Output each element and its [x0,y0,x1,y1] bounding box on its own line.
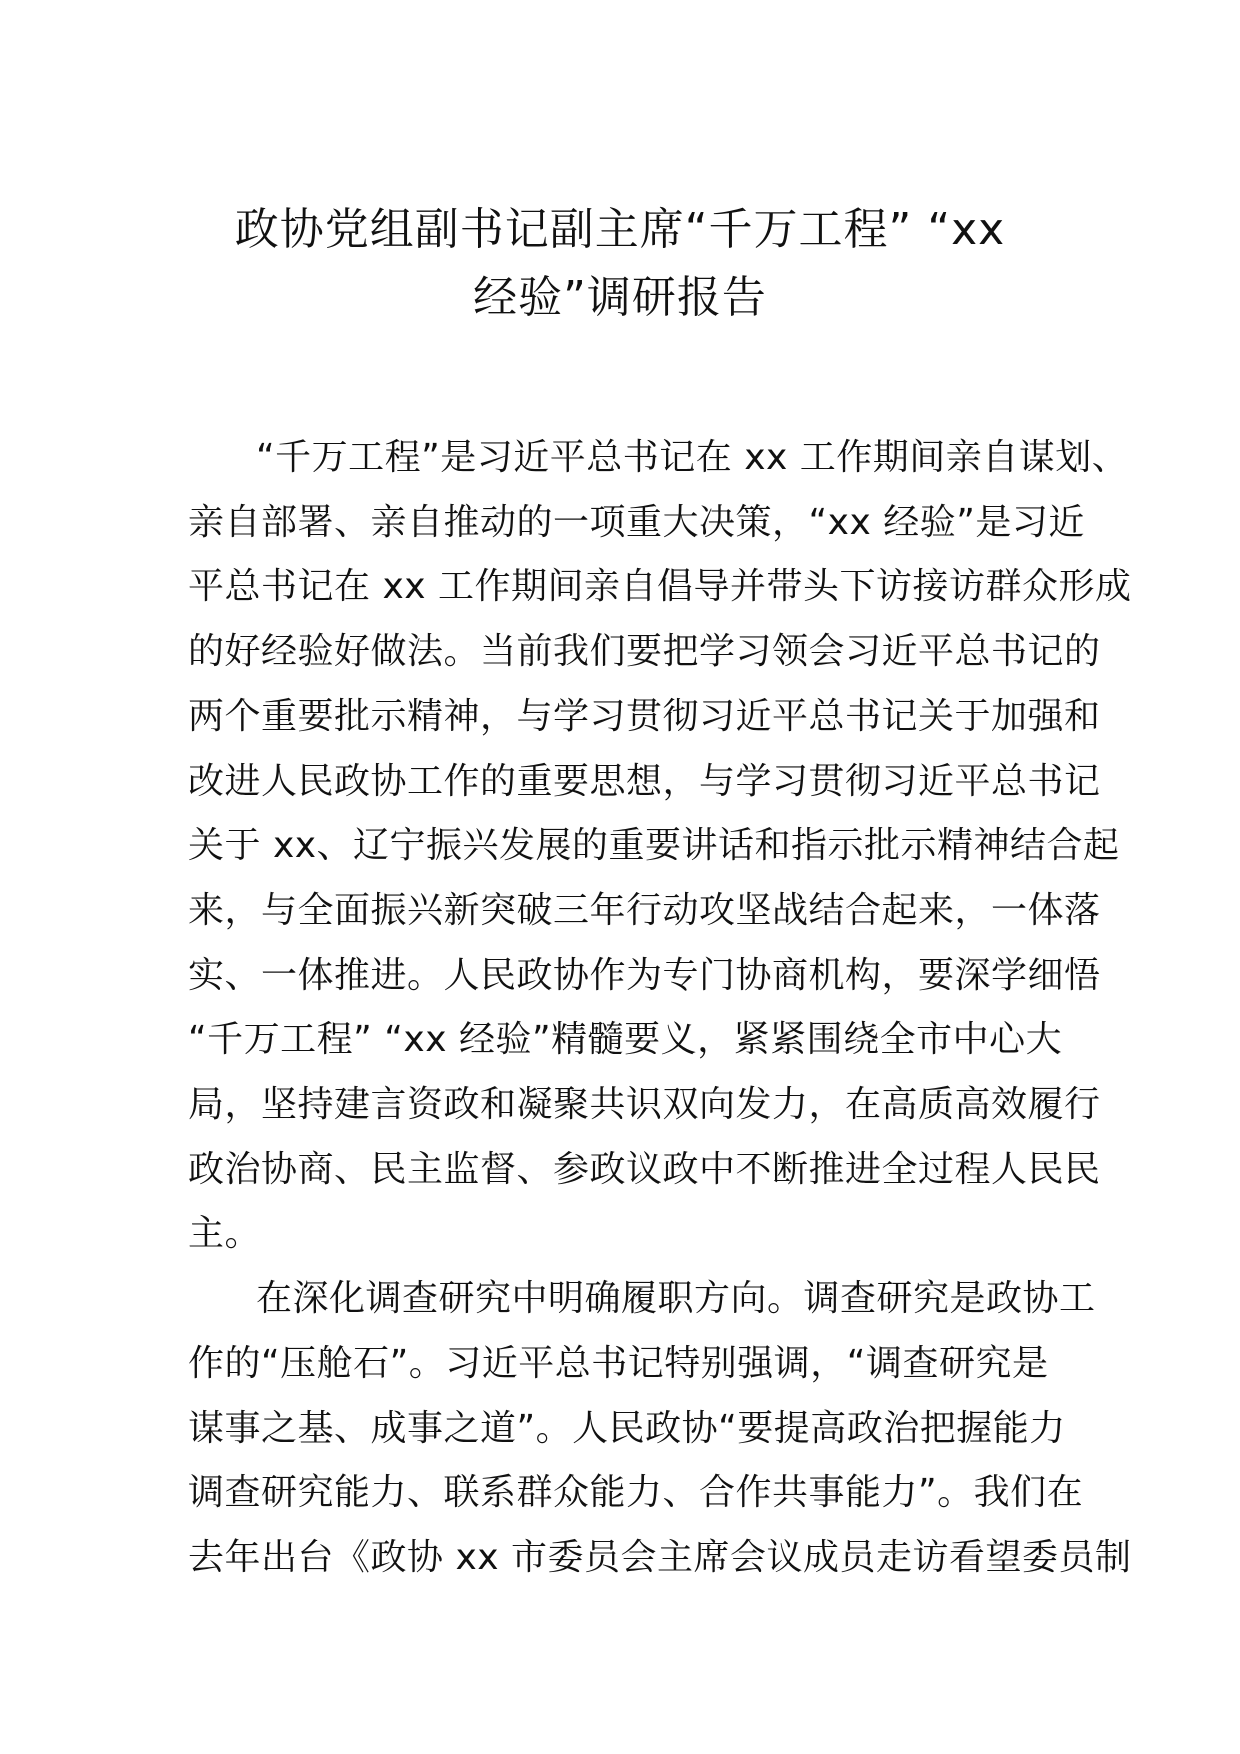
text-line: 作的“压舱石”。习近平总书记特别强调，“调查研究是 [188,1342,1049,1384]
text-line: 关于 xx、辽宁振兴发展的重要讲话和指示批示精神结合起 [188,825,1120,867]
text-line: 两个重要批示精神，与学习贯彻习近平总书记关于加强和 [188,695,1101,737]
text-line: 改进人民政协工作的重要思想，与学习贯彻习近平总书记 [188,760,1101,802]
text-line: 平总书记在 xx 工作期间亲自倡导并带头下访接访群众形成 [188,566,1132,608]
text-line: 亲自部署、亲自推动的一项重大决策，“xx 经验”是习近 [188,501,1085,543]
text-line: 实、一体推进。人民政协作为专门协商机构，要深学细悟 [188,954,1101,996]
paragraph-intro [188,426,1132,1267]
text-line: 调查研究能力、联系群众能力、合作共事能力”。我们在 [188,1472,1084,1514]
text-line: 的好经验好做法。当前我们要把学习领会习近平总书记的 [188,631,1101,673]
document-title [150,196,1090,332]
text-line: 在深化调查研究中明确履职方向。调查研究是政协工 [256,1278,1096,1320]
document-body [188,426,1132,1591]
text-line: 去年出台《政协 xx 市委员会主席会议成员走访看望委员制 [188,1536,1132,1578]
text-line: 政治协商、民主监督、参政议政中不断推进全过程人民民 [188,1148,1101,1190]
title-line: 经验”调研报告 [473,272,767,323]
text-line: 局，坚持建言资政和凝聚共识双向发力，在高质高效履行 [188,1084,1101,1126]
paragraph-research [188,1267,1132,1591]
title-line: 政协党组副书记副主席“千万工程” “xx [234,204,1006,255]
text-line: “千万工程”是习近平总书记在 xx 工作期间亲自谋划、 [256,437,1129,478]
text-line: “千万工程” “xx 经验”精髓要义，紧紧围绕全市中心大 [188,1019,1063,1061]
text-line: 谋事之基、成事之道”。人民政协“要提高政治把握能力 [188,1407,1066,1449]
text-line: 主。 [188,1213,262,1255]
text-line: 来，与全面振兴新突破三年行动攻坚战结合起来，一体落 [188,889,1101,931]
